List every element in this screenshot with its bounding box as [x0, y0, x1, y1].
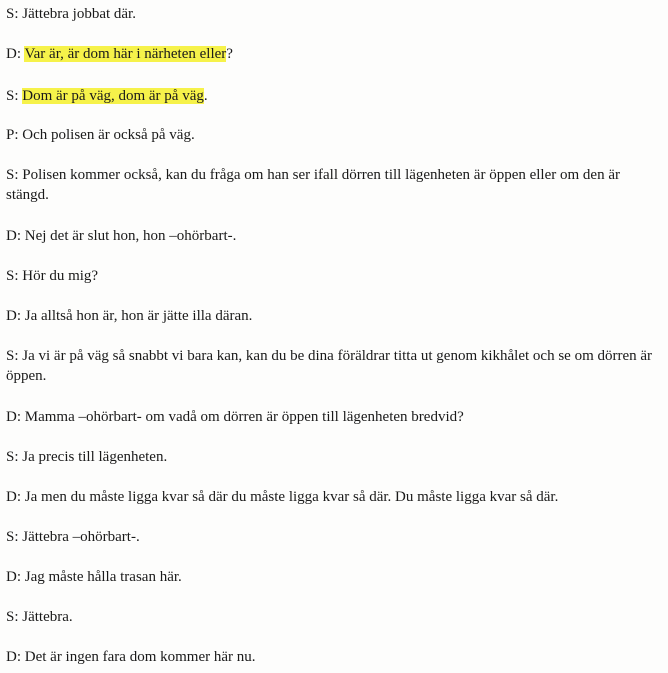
transcript-line-1: S: Jättebra jobbat där.: [6, 6, 136, 22]
transcript-line-2: [6, 44, 662, 64]
transcript-line-6: D: Nej det är slut hon, hon –ohörbart-.: [6, 228, 237, 244]
speaker-label: D:: [6, 46, 25, 62]
transcript-line-9: S: Ja vi är på väg så snabbt vi bara kan, kan du be dina föräldrar titta ut genom kikhålet och se om dörren är öppen.: [6, 348, 653, 384]
transcript-line-15: S: Jättebra.: [6, 609, 73, 625]
line-ending: ?: [226, 46, 233, 62]
transcript-line-16: D: Det är ingen fara dom kommer här nu.: [6, 649, 256, 665]
transcript-line-5: S: Polisen kommer också, kan du fråga om han ser ifall dörren till lägenheten är öppen eller om den är stängd.: [6, 167, 620, 203]
transcript-line-11: S: Ja precis till lägenheten.: [6, 449, 168, 465]
speaker-label: S:: [6, 88, 23, 104]
transcript-line-4: P: Och polisen är också på väg.: [6, 127, 195, 143]
highlighted-text: Var är, är dom här i närheten eller: [24, 46, 227, 62]
transcript-line-7: S: Hör du mig?: [6, 268, 99, 284]
transcript-line-13: S: Jättebra –ohörbart-.: [6, 529, 140, 545]
transcript-line-14: D: Jag måste hålla trasan här.: [6, 569, 182, 585]
transcript-line-10: D: Mamma –ohörbart- om vadå om dörren är öppen till lägenheten bredvid?: [6, 409, 464, 425]
transcript-line-12: D: Ja men du måste ligga kvar så där du måste ligga kvar så där. Du måste ligga kvar så där.: [6, 489, 559, 505]
highlighted-text: Dom är på väg, dom är på väg: [22, 88, 204, 104]
line-ending: .: [203, 88, 208, 104]
transcript-line-3: [6, 86, 662, 106]
transcript-line-8: D: Ja alltså hon är, hon är jätte illa däran.: [6, 308, 253, 324]
